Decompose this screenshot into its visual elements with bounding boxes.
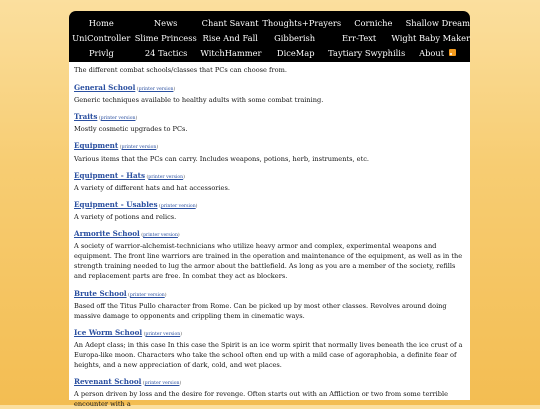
school-entry (74, 83, 465, 105)
nav-link-label: Wight Baby Maker (391, 32, 471, 43)
nav-link-shallow-dream[interactable] (406, 18, 470, 28)
school-entry-header (74, 112, 465, 124)
nav-link-label: UniController (72, 32, 131, 43)
printer-version-label: printer version (148, 174, 184, 180)
printer-version-link[interactable]: (printer version) (142, 331, 183, 337)
school-entry-header (74, 229, 465, 241)
nav-link-label: Chant Savant (201, 17, 259, 28)
printer-version-link[interactable]: (printer version) (126, 292, 167, 298)
nav-link-home[interactable] (69, 18, 133, 28)
school-entry-header (74, 289, 465, 301)
nav-link-label: Gibberish (274, 32, 316, 43)
nav-link-slime-princess[interactable] (133, 33, 197, 43)
printer-version-link[interactable]: (printer version) (118, 145, 159, 151)
intro-text: The different combat schools/classes that PCs can choose from. (74, 66, 287, 74)
nav-link-wight-baby-maker[interactable] (391, 33, 470, 43)
nav-link-err-text[interactable] (327, 33, 391, 43)
printer-version-link[interactable]: (printer version) (157, 203, 198, 209)
school-entry-header (74, 200, 465, 212)
school-entry-header (74, 83, 465, 95)
nav-link-label: About (419, 47, 445, 58)
nav-link-label: 24 Tactics (144, 47, 188, 58)
nav-link-about[interactable] (405, 48, 470, 58)
school-title-link[interactable]: Equipment (74, 141, 119, 151)
nav-link-label: Privlg (88, 47, 114, 58)
school-title-link[interactable]: Armorite School (74, 229, 140, 239)
printer-version-label: printer version (138, 87, 174, 93)
nav-link-witchhammer[interactable] (199, 48, 264, 58)
nav-link-news[interactable] (133, 18, 197, 28)
nav-row (69, 30, 470, 45)
top-navigation (69, 11, 470, 62)
nav-link-taytiary-swyphilis[interactable] (328, 48, 405, 58)
school-description: An Adept class; in this case In this case the Spirit is an ice worm spirit that normally lives beneath the ice crust of a Europa-like moon. Characters who take the school often end up with a mild case of agoraphobia, a definite fear of heights, and a new appreciation of dark, cold, and wet places. (74, 340, 463, 370)
school-description: A variety of different hats and hat accessories. (74, 183, 230, 192)
school-title-link[interactable]: Equipment - Usables (74, 199, 158, 209)
nav-link-label: Slime Princess (134, 32, 197, 43)
nav-row (69, 45, 470, 60)
school-description: Based off the Titus Pullo character from Rome. Can be picked up by most other classes. Revolves around doing massive damage to opponents and crippling them in cinematic ways. (74, 301, 447, 320)
nav-link-label: Err-Text (341, 32, 377, 43)
nav-link-rise-and-fall[interactable] (198, 33, 262, 43)
nav-link-label: Home (88, 17, 114, 28)
printer-version-label: printer version (143, 233, 178, 239)
printer-version-label: printer version (129, 292, 165, 298)
printer-version-link[interactable]: (printer version) (139, 233, 180, 239)
school-entry-header (74, 141, 465, 153)
school-entry (74, 141, 465, 163)
school-description: Various items that the PCs can carry. Includes weapons, potions, herb, instruments, etc. (74, 154, 370, 163)
school-title-link[interactable]: Brute School (74, 288, 127, 298)
nav-link-label: News (153, 17, 178, 28)
school-entry (74, 200, 465, 222)
school-title-link[interactable]: Revenant School (74, 377, 142, 387)
nav-link-gibberish[interactable] (262, 33, 326, 43)
school-entry (74, 229, 465, 281)
school-entry (74, 328, 465, 370)
printer-version-label: printer version (160, 203, 196, 209)
nav-link-chant-savant[interactable] (198, 18, 262, 28)
nav-link-thoughts-prayers[interactable] (262, 18, 341, 28)
school-description: A variety of potions and relics. (74, 212, 177, 221)
printer-version-label: printer version (144, 381, 180, 387)
school-entry-header (74, 377, 465, 389)
school-description: Generic techniques available to healthy adults with some combat training. (74, 96, 324, 105)
school-entry (74, 289, 465, 321)
page-wrapper (69, 11, 471, 409)
nav-link-label: Shallow Dream (405, 17, 470, 28)
printer-version-link[interactable]: (printer version) (145, 174, 185, 180)
nav-link-privlg[interactable] (69, 48, 134, 58)
nav-row (69, 15, 470, 30)
nav-link-unicontroller[interactable] (69, 33, 133, 43)
nav-link-label: Taytiary Swyphilis (328, 47, 406, 58)
nav-link-dicemap[interactable] (263, 48, 328, 58)
main-content (69, 62, 470, 409)
nav-link-label: Thoughts+Prayers (262, 17, 342, 28)
printer-version-label: printer version (100, 116, 136, 122)
school-entry-header (74, 328, 465, 340)
school-title-link[interactable]: Ice Worm School (74, 327, 143, 337)
nav-link-label: WitchHammer (200, 47, 262, 58)
printer-version-label: printer version (145, 331, 181, 337)
school-title-link[interactable]: General School (74, 83, 136, 93)
school-title-link[interactable]: Traits (74, 112, 98, 122)
school-description: Mostly cosmetic upgrades to PCs. (74, 125, 188, 134)
school-description: A society of warrior-alchemist-technicians who utilize heavy armor and complex, experimental weapons and equipment. The front line warriors are trained in the operation and maintenance of the equipment, as well as in the strength training needed to lug the armor about the battlefield. As long as you are a member of the society, refills and replacement parts are free. In combat they act as blockers. (74, 242, 463, 281)
printer-version-link[interactable]: (printer version) (97, 116, 138, 122)
nav-link-label: DiceMap (276, 47, 315, 58)
school-title-link[interactable]: Equipment - Hats (74, 170, 146, 180)
school-entry-header (74, 171, 465, 183)
nav-link-corniche[interactable] (341, 18, 405, 28)
nav-link-label: Rise And Fall (202, 32, 258, 43)
printer-version-link[interactable]: (printer version) (141, 381, 182, 387)
school-description: A person driven by loss and the desire for revenge. Often starts out with an Affliction or two from some terrible encounter with a (74, 390, 449, 409)
printer-version-label: printer version (121, 145, 157, 151)
rss-feed-icon[interactable] (449, 49, 456, 56)
school-list (74, 83, 465, 409)
school-entry (74, 171, 465, 193)
school-entry (74, 112, 465, 134)
nav-link-24-tactics[interactable] (134, 48, 199, 58)
printer-version-link[interactable]: (printer version) (135, 87, 176, 93)
nav-link-label: Corniche (354, 17, 393, 28)
school-entry (74, 377, 465, 409)
